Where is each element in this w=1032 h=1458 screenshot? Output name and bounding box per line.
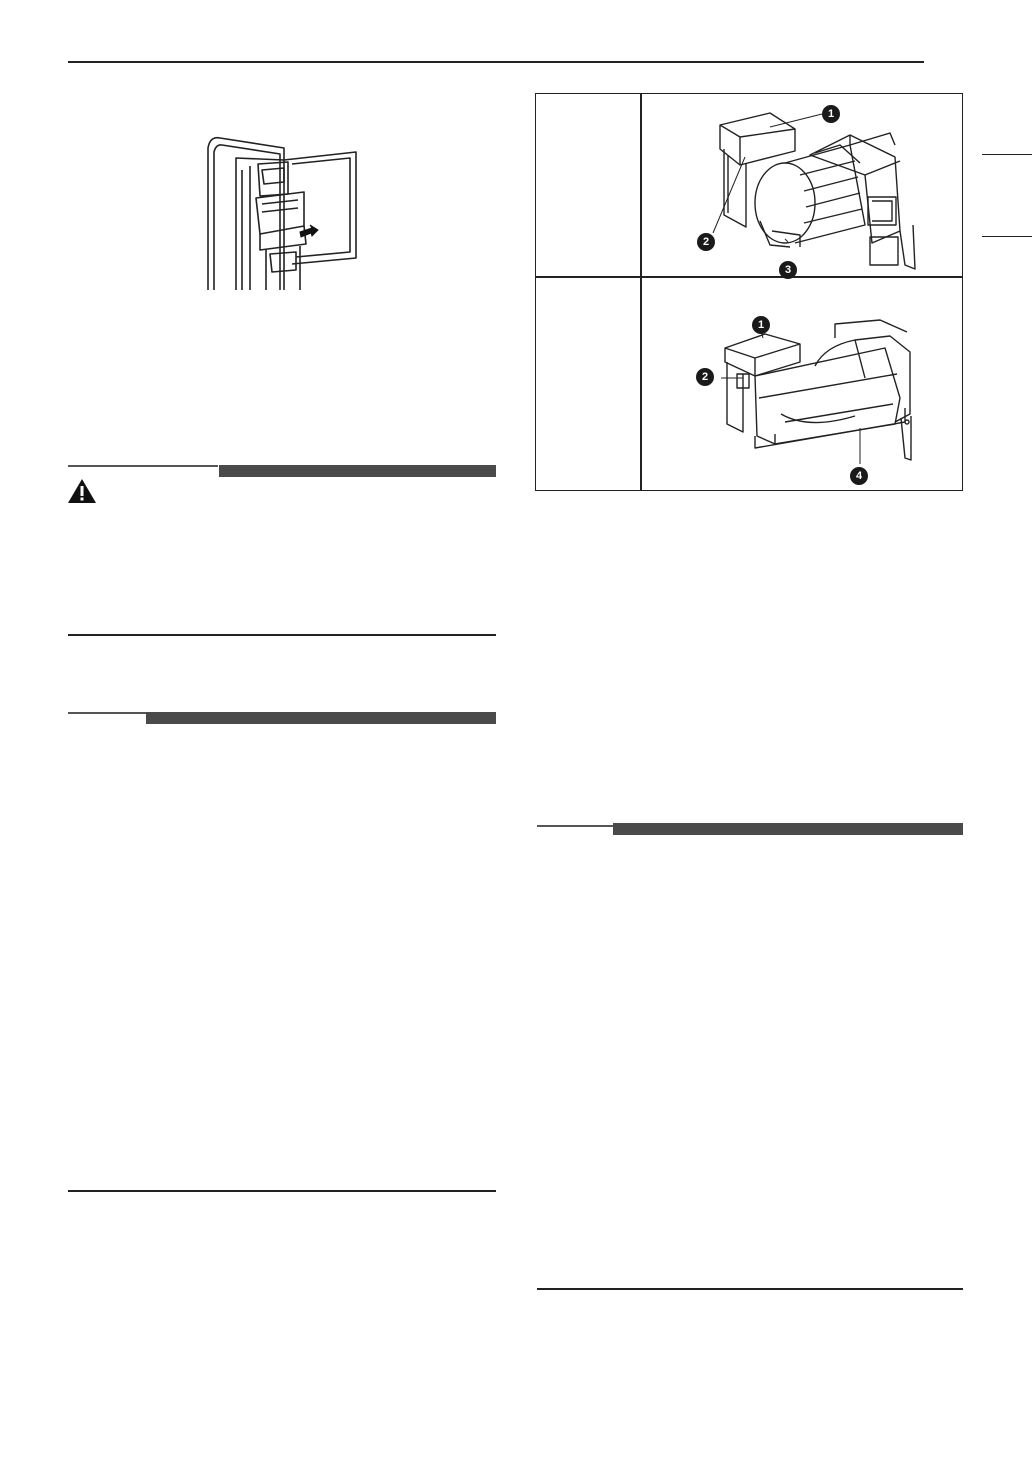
section-end-rule-right [537,1288,963,1290]
ice-maker-figure-a [700,105,925,275]
callout-1-figure-b: 1 [752,316,770,334]
section-header-bar-right [613,823,963,835]
callout-3-figure-a: 3 [779,261,797,279]
table-column-divider [640,94,642,490]
warning-section-end-rule [68,634,496,636]
section-header-thin-rule-right [537,825,613,827]
margin-tab-mark-top [982,154,1032,155]
warning-triangle-icon [67,478,97,504]
callout-4-figure-b: 4 [850,467,868,485]
warning-header-thin-rule [68,465,218,467]
warning-header-bar [219,465,496,477]
section-end-rule-left [68,1190,496,1192]
header-rule [68,61,924,63]
ice-maker-figure-b [715,318,920,468]
callout-2-figure-a: 2 [697,233,715,251]
table-row-divider [536,276,962,278]
callout-1-figure-a: 1 [822,105,840,123]
refrigerator-door-illustration [200,130,370,295]
section-header-thin-rule-left [68,712,146,714]
margin-tab-mark-bottom [982,236,1032,237]
section-header-bar-left [146,712,496,724]
callout-2-figure-b: 2 [696,368,714,386]
